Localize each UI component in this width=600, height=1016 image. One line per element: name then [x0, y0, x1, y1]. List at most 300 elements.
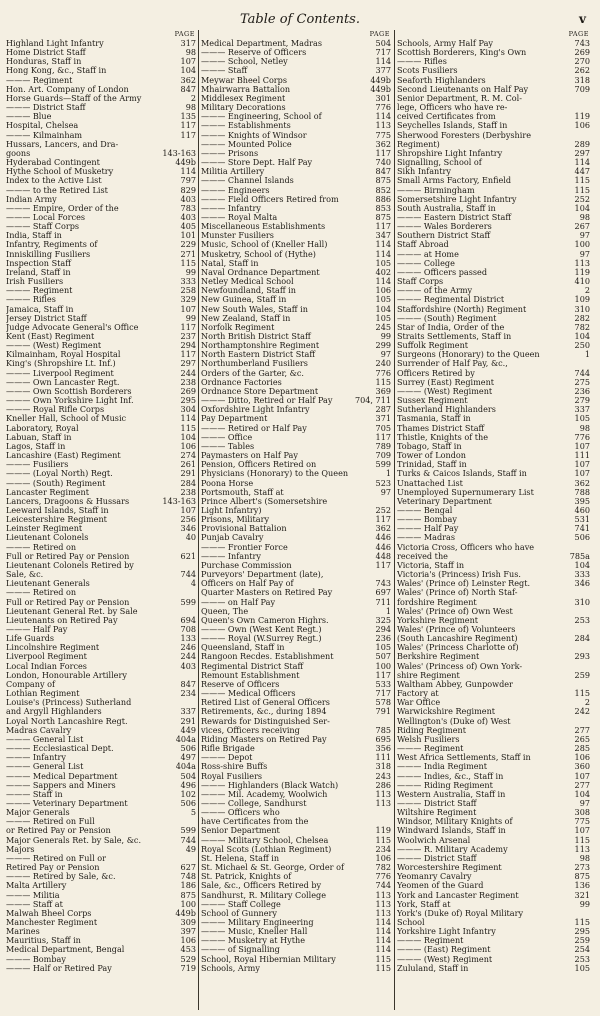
entry-title: Suffolk Regiment: [397, 341, 469, 351]
entry-page: 578: [375, 698, 391, 708]
column-heading: PAGE: [369, 30, 390, 38]
index-entry: [397, 625, 590, 634]
entry-title: Newfoundland, Staff in: [201, 286, 296, 296]
index-entry: [201, 543, 391, 552]
entry-page: [588, 625, 590, 634]
index-entry: [6, 918, 196, 927]
index-entry: [6, 414, 196, 423]
entry-title: ——— Infantry: [6, 753, 66, 763]
index-entry: [397, 964, 590, 973]
entry-title: ——— at Home: [397, 249, 459, 259]
entry-page: 507: [375, 652, 391, 662]
index-entry: [201, 598, 391, 607]
entry-title: Retirements, &c., during 1894: [201, 707, 327, 717]
entry-title: ——— Regiment: [397, 744, 464, 754]
index-entry: [201, 790, 391, 799]
entry-page: 321: [574, 890, 590, 900]
entry-title: Naval Ordnance Department: [201, 267, 320, 277]
entry-page: 708: [180, 625, 196, 634]
entry-title: ——— Staff: [201, 66, 248, 76]
entry-page: 599: [375, 460, 391, 470]
entry-page: 104: [574, 560, 590, 570]
index-entry: [201, 533, 391, 542]
entry-title: Inniskilling Fusiliers: [6, 249, 91, 259]
entry-page: 277: [574, 725, 590, 735]
entry-page: 744: [574, 368, 590, 378]
entry-page: 107: [180, 505, 196, 515]
entry-page: 297: [574, 148, 590, 158]
index-entry: [6, 634, 196, 643]
entry-page: 104: [180, 66, 196, 76]
entry-page: 717: [375, 48, 391, 58]
index-entry: [201, 414, 391, 423]
entry-title: ——— Regiment: [6, 286, 73, 296]
entry-title: Lothian Regiment: [6, 689, 80, 699]
entry-title: Inspection Staff: [6, 258, 71, 268]
entry-page: 362: [375, 524, 391, 534]
entry-page: 97: [380, 487, 391, 497]
index-entry: [6, 240, 196, 249]
entry-title: Rifle Brigade: [201, 744, 255, 754]
index-entry: [6, 451, 196, 460]
entry-title: ——— Eastern District Staff: [397, 212, 512, 222]
entry-page: 117: [375, 515, 391, 525]
entry-page: 105: [574, 963, 590, 973]
entry-page: 115: [574, 835, 590, 845]
entry-title: ——— Mil. Academy, Woolwich: [201, 789, 328, 799]
index-entry: [397, 918, 590, 927]
entry-title: Seychelles Islands, Staff in: [397, 121, 508, 131]
index-entry: [201, 286, 391, 295]
entry-page: 115: [574, 689, 590, 699]
index-entry: [397, 506, 590, 515]
index-entry: [201, 671, 391, 680]
entry-title: Worcestershire Regiment: [397, 863, 502, 873]
entry-page: [588, 717, 590, 726]
entry-page: 362: [180, 75, 196, 85]
entry-title: Schools, Army Half Pay: [397, 39, 493, 48]
entry-page: 261: [180, 460, 196, 470]
entry-page: 135: [180, 112, 196, 122]
entry-page: 115: [574, 176, 590, 186]
column-heading: PAGE: [174, 30, 195, 38]
entry-page: 98: [579, 853, 590, 863]
index-entry: [397, 588, 590, 597]
index-entry: [201, 359, 391, 368]
entry-title: Military Decorations: [201, 103, 286, 113]
index-entry: [6, 826, 196, 835]
entry-page: 446: [375, 542, 391, 552]
entry-page: 291: [180, 716, 196, 726]
entry-page: 695: [375, 734, 391, 744]
entry-page: 259: [574, 670, 590, 680]
index-entry: [397, 186, 590, 195]
entry-title: Indian Army: [6, 194, 57, 204]
entry-title: Woolwich Arsenal: [397, 835, 471, 845]
entry-page: 297: [180, 359, 196, 369]
entry-page: 449: [180, 725, 196, 735]
index-entry: [397, 479, 590, 488]
entry-title: Scots Fusiliers: [397, 66, 458, 76]
entry-title: Staffordshire (North) Regiment: [397, 304, 527, 314]
entry-page: [588, 909, 590, 918]
entry-title: Music, School of (Kneller Hall): [201, 240, 328, 250]
entry-title: Labuan, Staff in: [6, 432, 72, 442]
entry-title: ——— Regimental District: [397, 295, 505, 305]
entry-title: Ross-shire Buffs: [201, 762, 268, 772]
entry-page: 333: [574, 570, 590, 580]
index-entry: [6, 204, 196, 213]
index-entry: [397, 305, 590, 314]
entry-title: Light Infantry): [201, 505, 262, 515]
index-entry: [6, 598, 196, 607]
entry-page: 117: [180, 322, 196, 332]
entry-page: 496: [180, 780, 196, 790]
entry-page: 362: [375, 139, 391, 149]
entry-page: 115: [375, 377, 391, 387]
entry-title: Second Lieutenants on Half Pay: [397, 84, 529, 94]
entry-title: Norfolk Regiment: [201, 322, 275, 332]
entry-page: 304: [180, 405, 196, 415]
entry-title: (South Lancashire Regiment): [397, 634, 518, 644]
index-entry: [397, 744, 590, 753]
index-entry: [201, 927, 391, 936]
index-column-1: [6, 30, 196, 973]
entry-title: Irish Fusiliers: [6, 277, 64, 287]
entry-title: ——— Bengal: [397, 505, 453, 515]
entry-page: 533: [375, 679, 391, 689]
entry-page: 829: [180, 185, 196, 195]
entry-title: Lieutenant General Ret. by Sale: [6, 606, 138, 616]
index-entry: [397, 863, 590, 872]
index-entry: [201, 552, 391, 561]
entry-page: 506: [180, 798, 196, 808]
entry-title: Medical Department, Madras: [201, 39, 322, 48]
index-entry: [201, 506, 391, 515]
entry-page: 318: [574, 75, 590, 85]
entry-page: 2: [584, 698, 590, 708]
entry-page: 114: [375, 249, 391, 259]
index-entry: [6, 94, 196, 103]
entry-title: ——— District Staff: [397, 798, 477, 808]
index-entry: [397, 158, 590, 167]
entry-page: 113: [574, 844, 590, 854]
index-entry: [397, 790, 590, 799]
entry-title: ——— Rifles: [6, 295, 56, 305]
entry-page: 369: [375, 386, 391, 396]
entry-title: ——— Mounted Police: [201, 139, 292, 149]
index-entry: [397, 515, 590, 524]
entry-title: Signalling, School of: [397, 158, 482, 168]
index-entry: [201, 515, 391, 524]
entry-title: Portsmouth, Staff at: [201, 487, 284, 497]
entry-page: [389, 808, 391, 817]
entry-title: and Argyll Highlanders: [6, 707, 102, 717]
entry-title: Southern District Staff: [397, 231, 491, 241]
index-entry: [397, 332, 590, 341]
index-entry: [6, 607, 196, 616]
index-entry: [397, 350, 590, 359]
entry-page: 449b: [175, 908, 196, 918]
entry-title: ——— Kilmainham: [6, 130, 83, 140]
index-entry: [201, 497, 391, 506]
entry-title: ——— Blue: [6, 112, 52, 122]
index-entry: [6, 717, 196, 726]
entry-page: 115: [375, 954, 391, 964]
entry-page: 265: [574, 734, 590, 744]
entry-page: [194, 817, 196, 826]
entry-title: Officers Retired by: [397, 368, 475, 378]
index-entry: [6, 158, 196, 167]
entry-title: War Office: [397, 698, 441, 708]
entry-page: 621: [180, 551, 196, 561]
index-entry: [201, 460, 391, 469]
index-entry: [201, 469, 391, 478]
index-entry: [201, 707, 391, 716]
entry-title: ——— Militia: [6, 890, 60, 900]
index-entry: [397, 872, 590, 881]
index-entry: [6, 131, 196, 140]
index-entry: [397, 836, 590, 845]
index-entry: [201, 689, 391, 698]
index-entry: [397, 195, 590, 204]
entry-page: [389, 570, 391, 579]
entry-page: 449b: [370, 84, 391, 94]
entry-page: 506: [574, 533, 590, 543]
entry-page: 98: [185, 103, 196, 113]
entry-page: [194, 543, 196, 552]
index-entry: [201, 149, 391, 158]
index-entry: [201, 772, 391, 781]
entry-page: 599: [180, 597, 196, 607]
index-entry: [201, 634, 391, 643]
index-entry: [201, 817, 391, 826]
entry-title: ——— Half Pay: [6, 625, 68, 634]
entry-page: [389, 817, 391, 826]
index-entry: [397, 955, 590, 964]
entry-page: 104: [180, 432, 196, 442]
entry-title: ——— Reserve of Officers: [201, 48, 307, 58]
entry-title: ——— Madras: [397, 533, 455, 543]
index-entry: [6, 39, 196, 48]
entry-page: 337: [180, 707, 196, 717]
entry-page: 99: [380, 332, 391, 341]
entry-title: Yorkshire Regiment: [397, 615, 479, 625]
entry-title: Sale, &c., Officers Retired by: [201, 881, 322, 891]
index-entry: [6, 671, 196, 680]
entry-title: received the: [397, 551, 448, 561]
entry-page: 97: [579, 798, 590, 808]
index-entry: [6, 625, 196, 634]
entry-page: 107: [574, 469, 590, 479]
index-entry: [201, 131, 391, 140]
index-entry: [6, 863, 196, 872]
entry-page: 234: [180, 689, 196, 699]
entry-title: Victoria, Staff in: [397, 560, 465, 570]
entry-title: Sandhurst, R. Military College: [201, 890, 326, 900]
entry-title: Somersetshire Light Infantry: [397, 194, 517, 204]
index-entry: [397, 66, 590, 75]
index-column-3: [397, 30, 590, 973]
entry-title: Loyal North Lancashire Regt.: [6, 716, 128, 726]
entry-title: Punjab Cavalry: [201, 533, 264, 543]
entry-page: 797: [180, 176, 196, 186]
index-entry: [6, 955, 196, 964]
entry-title: Schools, Army: [201, 963, 260, 973]
index-entry: [201, 350, 391, 359]
entry-page: 236: [375, 634, 391, 644]
entry-page: 104: [375, 304, 391, 314]
entry-title: Kneller Hall, School of Music: [6, 414, 127, 424]
index-entry: [397, 240, 590, 249]
entry-title: ——— Own Scottish Borderers: [6, 386, 132, 396]
index-entry: [201, 442, 391, 451]
entry-title: or Retired Pay or Pension: [6, 826, 111, 836]
entry-page: 98: [185, 48, 196, 58]
index-entry: [397, 213, 590, 222]
entry-title: Pay Department: [201, 414, 268, 424]
index-entry: [397, 396, 590, 405]
entry-title: Northamptonshire Regiment: [201, 341, 320, 351]
index-entry: [201, 726, 391, 735]
entry-title: Lieutenant Colonels Retired by: [6, 560, 134, 570]
index-entry: [6, 48, 196, 57]
entry-page: 100: [574, 240, 590, 250]
index-entry: [201, 909, 391, 918]
index-entry: [6, 808, 196, 817]
entry-title: Surgeons (Honorary) to the Queen: [397, 350, 540, 360]
entry-title: Welsh Fusiliers: [397, 734, 460, 744]
index-entry: [201, 717, 391, 726]
index-entry: [201, 186, 391, 195]
entry-page: 299: [375, 341, 391, 351]
entry-title: Poona Horse: [201, 478, 254, 488]
entry-page: 360: [574, 762, 590, 772]
index-entry: [397, 808, 590, 817]
entry-page: 98: [579, 423, 590, 433]
entry-page: 277: [574, 780, 590, 790]
index-entry: [201, 479, 391, 488]
index-entry: [397, 451, 590, 460]
entry-page: 356: [375, 744, 391, 754]
entry-page: 449b: [370, 75, 391, 85]
entry-title: Waltham Abbey, Gunpowder: [397, 679, 513, 689]
entry-title: Paymasters on Half Pay: [201, 451, 298, 461]
entry-title: Physicians (Honorary) to the Queen: [201, 469, 349, 479]
index-entry: [201, 424, 391, 433]
entry-page: 403: [180, 661, 196, 671]
entry-title: Marines: [6, 927, 40, 937]
entry-page: 791: [375, 707, 391, 717]
entry-title: ——— R. Military Academy: [397, 844, 508, 854]
index-entry: [201, 945, 391, 954]
entry-title: ——— Riding Regiment: [397, 780, 493, 790]
entry-title: Unattached List: [397, 478, 463, 488]
index-entry: [397, 112, 590, 121]
entry-page: 106: [574, 121, 590, 131]
entry-title: ——— Staff at: [6, 899, 63, 909]
index-entry: [201, 955, 391, 964]
entry-page: 117: [375, 432, 391, 442]
index-entry: [6, 881, 196, 890]
index-entry: [6, 506, 196, 515]
entry-title: ——— Sappers and Miners: [6, 780, 116, 790]
index-entry: [6, 332, 196, 341]
entry-page: [588, 543, 590, 552]
entry-title: Regiment): [397, 139, 440, 149]
entry-title: ——— Birmingham: [397, 185, 475, 195]
entry-page: 105: [375, 643, 391, 653]
index-entry: [397, 671, 590, 680]
entry-page: 789: [375, 441, 391, 451]
entry-page: 106: [375, 286, 391, 296]
entry-title: ——— Channel Islands: [201, 176, 294, 186]
index-entry: [6, 231, 196, 240]
index-entry: [201, 607, 391, 616]
entry-page: 295: [574, 927, 590, 937]
entry-page: 285: [574, 744, 590, 754]
entry-title: have Certificates from the: [201, 817, 309, 827]
index-entry: [6, 469, 196, 478]
index-entry: [201, 158, 391, 167]
entry-title: Purveyors' Department (late),: [201, 570, 324, 580]
entry-page: [194, 588, 196, 597]
entry-page: [588, 643, 590, 652]
index-entry: [6, 488, 196, 497]
entry-page: 309: [180, 918, 196, 927]
entry-title: Thistle, Knights of the: [397, 432, 489, 442]
entry-page: 236: [574, 386, 590, 396]
index-entry: [397, 561, 590, 570]
entry-title: King's (Shropshire Lt. Inf.): [6, 359, 116, 369]
entry-title: ——— Officers who: [201, 808, 280, 818]
index-entry: [397, 231, 590, 240]
entry-page: 325: [375, 615, 391, 625]
entry-page: 287: [375, 405, 391, 415]
index-entry: [6, 57, 196, 66]
entry-page: 115: [574, 918, 590, 927]
index-entry: [6, 112, 196, 121]
entry-title: ——— Engineers: [201, 185, 270, 195]
entry-title: Lieutenants on Retired Pay: [6, 615, 118, 625]
index-entry: [397, 945, 590, 954]
column-heading: PAGE: [568, 30, 589, 38]
index-entry: [6, 927, 196, 936]
entry-page: 99: [185, 313, 196, 323]
entry-page: 113: [375, 121, 391, 131]
entry-page: 243: [375, 771, 391, 781]
index-entry: [201, 652, 391, 661]
entry-page: 346: [180, 524, 196, 534]
index-entry: [6, 735, 196, 744]
column-divider: [394, 30, 395, 1010]
index-entry: [6, 616, 196, 625]
index-entry: [6, 305, 196, 314]
entry-title: ——— Retired on: [6, 588, 77, 598]
entry-title: ——— Rifles: [397, 57, 447, 67]
entry-title: Queen, The: [201, 606, 249, 616]
entry-page: 40: [185, 533, 196, 543]
index-entry: [201, 799, 391, 808]
entry-page: 245: [375, 322, 391, 332]
entry-title: Hong Kong, &c., Staff in: [6, 66, 107, 76]
entry-title: Orders of the Garter, &c.: [201, 368, 304, 378]
entry-title: Ireland, Staff in: [6, 267, 71, 277]
entry-page: 104: [574, 332, 590, 341]
index-entry: [201, 744, 391, 753]
entry-title: Leinster Regiment: [6, 524, 83, 534]
index-entry: [6, 323, 196, 332]
